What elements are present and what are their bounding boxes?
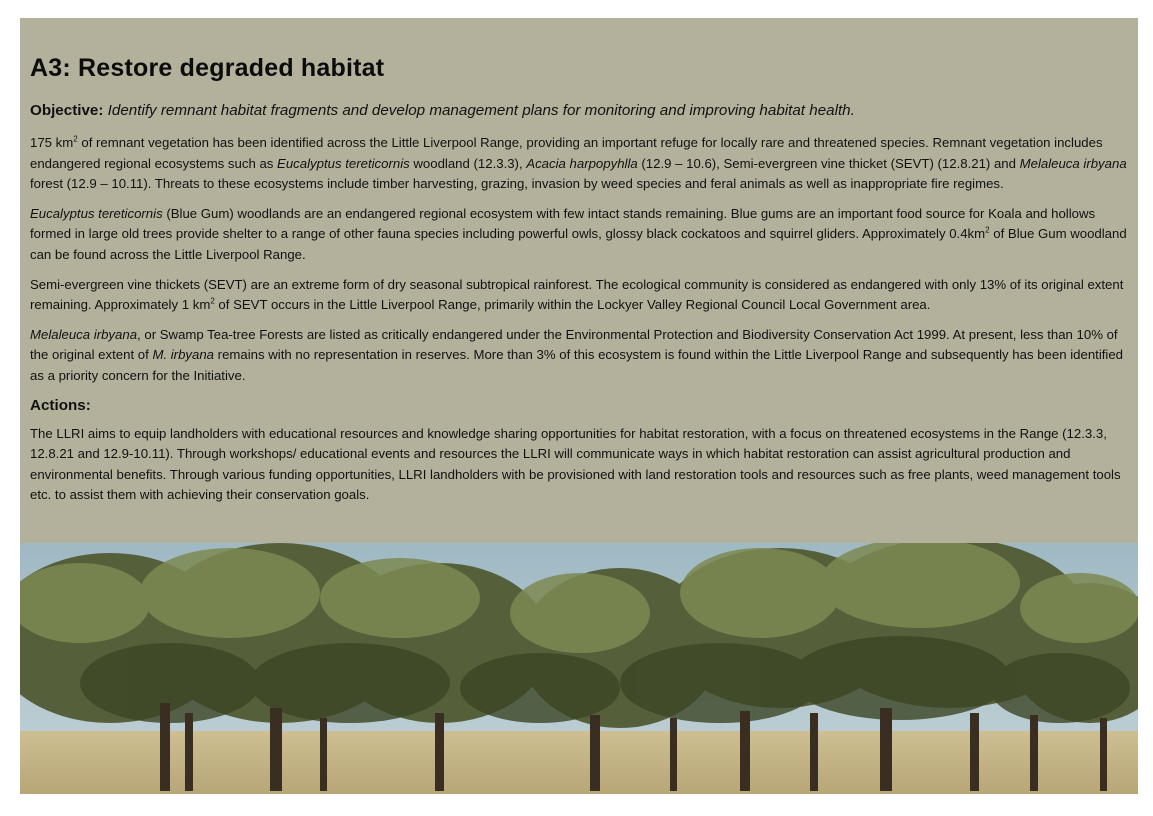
p3-sup: 2: [210, 296, 215, 306]
p3-text-a: Semi-evergreen vine thickets (SEVT) are an extreme form of dry seasonal subtropical rainforest. The ecological community is considered as endangered with only 13% of its original extent remaining. Approximately 1 km: [30, 276, 1124, 313]
p2-text-b: of Blue Gum woodland can be found across the Little Liverpool Range.: [30, 226, 1127, 262]
p2-text-a: (Blue Gum) woodlands are an endangered regional ecosystem with few intact stands remaining. Blue gums are an important food source for Koala and hollows formed in large old trees provide shelter to a range of other fauna species including powerful owls, glossy black cockatoos and squirrel gliders. Approximately 0.4km: [30, 205, 1096, 242]
p1-text-b: of remnant vegetation has been identified across the Little Liverpool Range, providing an important refuge for locally rare and threatened species. Remnant vegetation includes endangered regional ecosystems such as: [30, 135, 1103, 171]
paragraph-sevt: [30, 275, 1128, 316]
text-content: [30, 54, 1128, 515]
p2-species-eucalyptus: Eucalyptus tereticornis: [30, 205, 163, 221]
objective: [30, 101, 1128, 121]
p1-species-eucalyptus: Eucalyptus tereticornis: [277, 155, 410, 171]
p1-text-e: forest (12.9 – 10.11). Threats to these ecosystems include timber harvesting, grazing, invasion by weed species and feral animals as well as inappropriate fire regimes.: [30, 176, 1004, 192]
woodland-photo: [20, 543, 1138, 794]
p3-text-b: of SEVT occurs in the Little Liverpool Range, primarily within the Lockyer Valley Regional Council Local Government area.: [214, 297, 931, 313]
objective-text: Identify remnant habitat fragments and develop management plans for monitoring and improving habitat health.: [107, 102, 855, 119]
paragraph-actions: The LLRI aims to equip landholders with educational resources and knowledge sharing opportunities for habitat restoration, with a focus on threatened ecosystems in the Range (12.3.3, 12.8.21 and 12.9-10.11). Through workshops/ educational events and resources the LLRI will communicate ways in which habitat restoration can assist agricultural production and environmental benefits. Through various funding opportunities, LLRI landholders with be provisioned with land restoration tools and resources such as free plants, weed management tools etc. to assist them with achieving their conservation goals.: [30, 425, 1121, 503]
actions-heading: Actions:: [30, 396, 91, 414]
paragraph-blue-gum: [30, 204, 1128, 266]
p1-text-c: woodland (12.3.3),: [409, 155, 527, 171]
objective-label: Objective:: [30, 102, 104, 119]
p1-species-melaleuca: Melaleuca irbyana: [1019, 155, 1127, 171]
p4-species-m-irbyana: M. irbyana: [152, 347, 215, 363]
content-panel: [20, 18, 1138, 794]
p1-sup: 2: [73, 134, 78, 144]
p1-text-d: (12.9 – 10.6), Semi-evergreen vine thicket (SEVT) (12.8.21) and: [637, 155, 1020, 171]
p2-sup: 2: [985, 225, 990, 235]
p1-text-a: 175 km: [30, 135, 74, 150]
page-title: A3: Restore degraded habitat: [30, 54, 385, 82]
p4-text-a: , or Swamp Tea-tree Forests are listed as critically endangered under the Environmental Protection and Biodiversity Conservation Act 1999. At present, less than 10% of the original extent of: [30, 326, 1118, 363]
p1-species-acacia: Acacia harpopyhlla: [526, 155, 638, 171]
paragraph-remnant-vegetation: [30, 133, 1128, 195]
p4-species-melaleuca: Melaleuca irbyana: [30, 326, 138, 342]
p4-text-b: remains with no representation in reserves. More than 3% of this ecosystem is found within the Little Liverpool Range and subsequently has been identified as a priority concern for the Initiative.: [30, 347, 1124, 383]
paragraph-melaleuca: [30, 325, 1128, 387]
